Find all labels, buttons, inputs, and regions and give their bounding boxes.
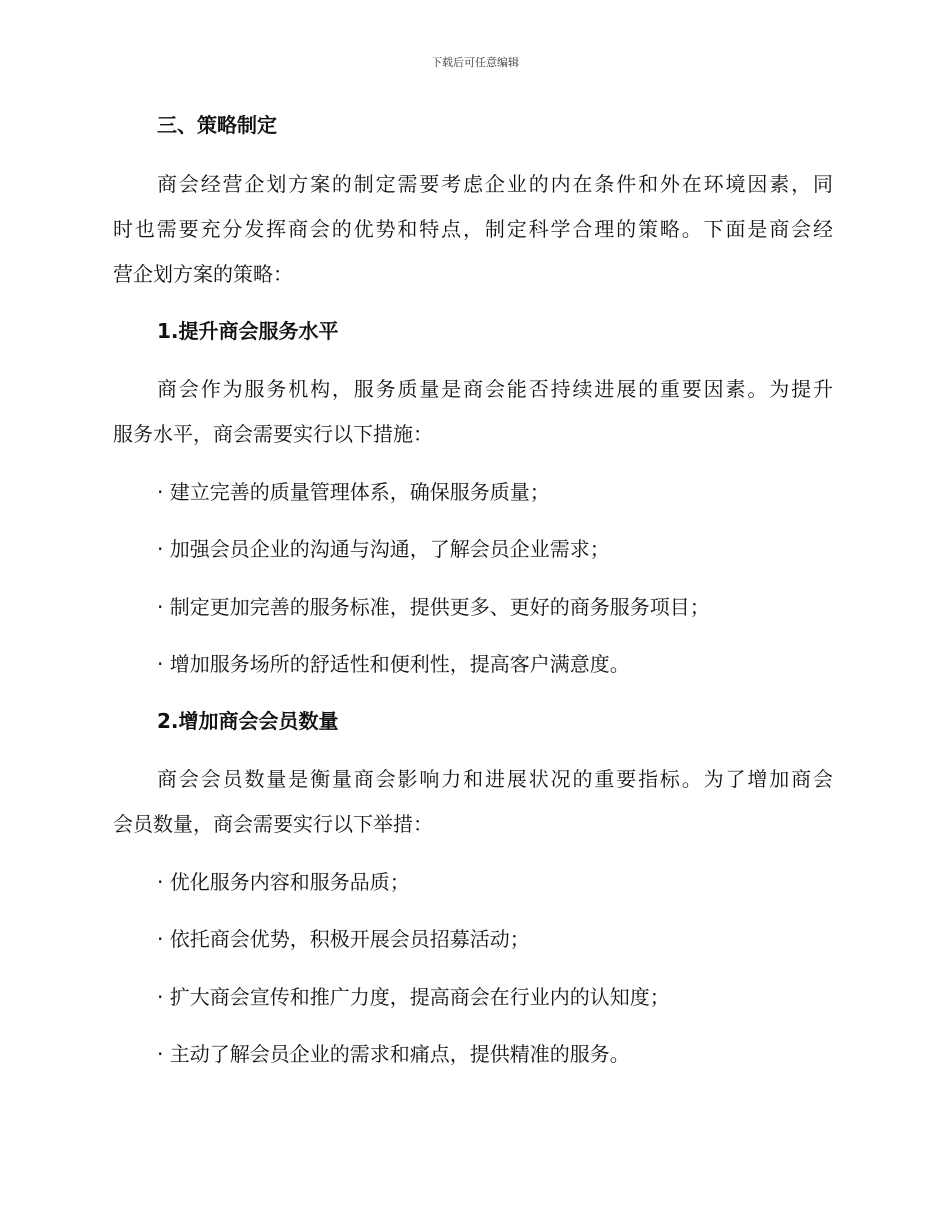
subsection2-bullet-1: · 优化服务内容和服务品质； bbox=[157, 870, 410, 894]
subsection2-para-line-2: 会员数量，商会需要实行以下举措： bbox=[113, 812, 433, 836]
subsection1-title: 1.提升商会服务水平 bbox=[157, 319, 339, 343]
subsection2-title: 2.增加商会会员数量 bbox=[157, 709, 339, 733]
subsection1-bullet-4: · 增加服务场所的舒适性和便利性，提高客户满意度。 bbox=[157, 652, 630, 676]
subsection2-para-line-1: 商会会员数量是衡量商会影响力和进展状况的重要指标。为了增加商会 bbox=[157, 767, 833, 791]
header-note: 下载后可任意编辑 bbox=[431, 56, 519, 69]
subsection1-para-line-1: 商会作为服务机构，服务质量是商会能否持续进展的重要因素。为提升 bbox=[157, 377, 833, 401]
intro-line-3: 营企划方案的策略： bbox=[113, 262, 293, 286]
subsection2-bullet-4: · 主动了解会员企业的需求和痛点，提供精准的服务。 bbox=[157, 1042, 630, 1066]
subsection1-bullet-2: · 加强会员企业的沟通与沟通，了解会员企业需求； bbox=[157, 537, 610, 561]
intro-line-2: 时也需要充分发挥商会的优势和特点，制定科学合理的策略。下面是商会经 bbox=[113, 217, 833, 241]
subsection1-bullet-3: · 制定更加完善的服务标准，提供更多、更好的商务服务项目； bbox=[157, 595, 710, 619]
subsection1-para-line-2: 服务水平，商会需要实行以下措施： bbox=[113, 422, 433, 446]
subsection2-bullet-2: · 依托商会优势，积极开展会员招募活动； bbox=[157, 927, 530, 951]
section-title: 三、策略制定 bbox=[157, 113, 277, 137]
subsection1-bullet-1: · 建立完善的质量管理体系，确保服务质量； bbox=[157, 480, 550, 504]
subsection2-bullet-3: · 扩大商会宣传和推广力度，提高商会在行业内的认知度； bbox=[157, 985, 670, 1009]
intro-line-1: 商会经营企划方案的制定需要考虑企业的内在条件和外在环境因素，同 bbox=[157, 172, 833, 196]
